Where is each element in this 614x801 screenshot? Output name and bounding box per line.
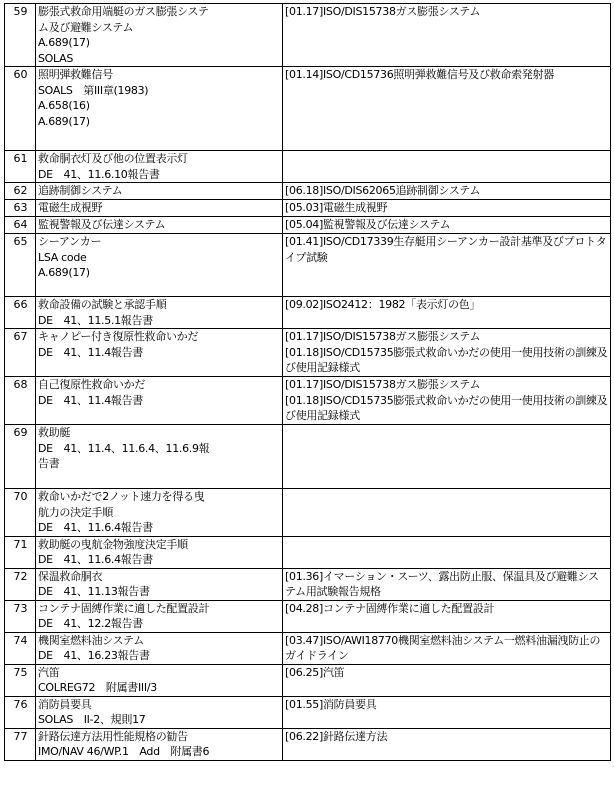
table-body <box>5 4 611 761</box>
item-line: ム及び避難システム <box>38 20 134 34</box>
item-line: 照明弾救難信号 <box>38 68 113 81</box>
table-row <box>5 696 611 728</box>
table-row <box>5 632 611 664</box>
item-cell <box>36 536 283 568</box>
table-row <box>5 728 611 760</box>
item-line: DE 41、11.6.10報告書 <box>38 167 160 181</box>
standards-table <box>4 3 611 761</box>
item-line: DE 41、11.6.4報告書 <box>38 521 153 534</box>
reference-cell <box>283 600 611 632</box>
item-cell <box>36 217 283 234</box>
document-page <box>4 3 611 761</box>
item-line: DE 41、11.4、11.6.4、11.6.9報 <box>38 441 210 455</box>
reference-line: [01.18]ISO/CD15735膨張式救命いかだの使用一使用技術の訓練及び使用記録様式 <box>285 345 608 374</box>
row-number: 75 <box>5 664 36 696</box>
item-line: 救命胴衣灯及び他の位置表示灯 <box>38 152 188 165</box>
table-row <box>5 664 611 696</box>
item-line: DE 41、11.6.4報告書 <box>38 553 153 566</box>
reference-cell <box>283 200 611 217</box>
item-line: キャノピー付き復原性救命いかだ <box>38 330 199 343</box>
item-cell <box>36 632 283 664</box>
reference-cell <box>283 4 611 67</box>
item-line: 機関室燃料油システム <box>38 633 144 647</box>
row-number: 72 <box>5 568 36 600</box>
row-number: 67 <box>5 329 36 377</box>
reference-cell <box>283 632 611 664</box>
reference-cell <box>283 425 611 489</box>
item-line: 救命設備の試験と承認手順 <box>38 298 167 311</box>
row-number: 65 <box>5 234 36 297</box>
row-number: 76 <box>5 696 36 728</box>
row-number: 62 <box>5 183 36 200</box>
item-line: SOALS 第III章(1983) <box>38 83 149 97</box>
table-row <box>5 67 611 151</box>
item-cell <box>36 200 283 217</box>
item-line: 汽笛 <box>38 665 60 679</box>
row-number: 66 <box>5 297 36 329</box>
table-row <box>5 234 611 297</box>
reference-cell <box>283 297 611 329</box>
item-cell <box>36 489 283 537</box>
reference-line: [04.28]コンテナ固縛作業に適した配置設計 <box>285 601 495 615</box>
reference-line: [01.36]イマーション・スーツ、露出防止服、保温具及び避難システム用試験報告規格 <box>285 569 599 598</box>
reference-cell <box>283 489 611 537</box>
item-line: DE 41、11.4報告書 <box>38 345 144 359</box>
table-row <box>5 536 611 568</box>
reference-line: [06.18]ISO/DIS62065追跡制御システム <box>285 184 481 197</box>
item-line: 消防員要具 <box>38 697 92 711</box>
item-cell <box>36 664 283 696</box>
item-line: DE 41、12.2報告書 <box>38 617 144 630</box>
item-line: 告書 <box>38 457 60 470</box>
item-line: A.689(17) <box>38 266 90 279</box>
row-number: 60 <box>5 67 36 151</box>
item-cell <box>36 377 283 425</box>
item-line: IMO/NAV 46/WP.1 Add 附属書6 <box>38 745 210 758</box>
reference-line: [06.22]針路伝達方法 <box>285 729 388 743</box>
table-row <box>5 600 611 632</box>
reference-line: [01.17]ISO/DIS15738ガス膨張システム <box>285 378 481 391</box>
item-cell <box>36 297 283 329</box>
item-line: 針路伝達方法用性能規格の勧告 <box>38 729 188 743</box>
table-row <box>5 151 611 183</box>
table-row <box>5 4 611 67</box>
item-cell <box>36 696 283 728</box>
item-line: 監視警報及び伝達システム <box>38 218 166 231</box>
reference-cell <box>283 664 611 696</box>
item-line: コンテナ固縛作業に適した配置設計 <box>38 601 210 615</box>
row-number: 70 <box>5 489 36 537</box>
item-cell <box>36 568 283 600</box>
row-number: 61 <box>5 151 36 183</box>
item-line: 追跡制御システム <box>38 184 123 197</box>
table-row <box>5 329 611 377</box>
item-line: 膨張式救命用端艇のガス膨張システ <box>38 5 209 18</box>
table-row <box>5 568 611 600</box>
item-cell <box>36 425 283 489</box>
item-line: A.658(16) <box>38 99 90 112</box>
item-line: 救助艇 <box>38 426 71 439</box>
reference-cell <box>283 217 611 234</box>
item-line: DE 41、11.5.1報告書 <box>38 313 153 327</box>
item-line: シーアンカー <box>38 235 102 248</box>
reference-cell <box>283 234 611 297</box>
reference-cell <box>283 151 611 183</box>
item-line: LSA code <box>38 250 87 264</box>
row-number: 69 <box>5 425 36 489</box>
reference-line: [09.02]ISO2412：1982「表示灯の色」 <box>285 298 481 311</box>
item-cell <box>36 183 283 200</box>
table-row <box>5 200 611 217</box>
item-line: 航力の決定手順 <box>38 505 113 519</box>
reference-line: [05.03]電磁生成視野 <box>285 201 388 214</box>
reference-cell <box>283 568 611 600</box>
table-row <box>5 425 611 489</box>
reference-cell <box>283 696 611 728</box>
row-number: 59 <box>5 4 36 67</box>
item-line: 救助艇の曳航金物強度決定手順 <box>38 537 188 551</box>
table-row <box>5 297 611 329</box>
item-line: DE 41、11.4報告書 <box>38 393 144 407</box>
row-number: 64 <box>5 217 36 234</box>
reference-line: [01.41]ISO/CD17339生存艇用シーアンカー設計基準及びプロトタイプ試験 <box>285 235 607 264</box>
item-line: 保温救命胴衣 <box>38 569 103 583</box>
item-line: SOLAS <box>38 51 74 65</box>
item-cell <box>36 4 283 67</box>
item-cell <box>36 151 283 183</box>
reference-cell <box>283 728 611 760</box>
table-row <box>5 183 611 200</box>
row-number: 73 <box>5 600 36 632</box>
row-number: 71 <box>5 536 36 568</box>
row-number: 68 <box>5 377 36 425</box>
table-row <box>5 489 611 537</box>
item-cell <box>36 234 283 297</box>
table-row <box>5 217 611 234</box>
reference-cell <box>283 329 611 377</box>
reference-line: [01.55]消防員要具 <box>285 697 377 711</box>
reference-cell <box>283 536 611 568</box>
item-line: 自己復原性救命いかだ <box>38 378 145 391</box>
reference-cell <box>283 183 611 200</box>
reference-cell <box>283 377 611 425</box>
reference-line: [03.47]ISO/AWI18770機関室燃料油システム一燃料油漏洩防止のガイドライン <box>285 633 601 662</box>
reference-cell <box>283 67 611 151</box>
item-line: 救命いかだで2ノット速力を得る曳 <box>38 490 205 503</box>
item-line: DE 41、16.23報告書 <box>38 649 150 662</box>
item-cell <box>36 329 283 377</box>
reference-line: [01.17]ISO/DIS15738ガス膨張システム <box>285 330 481 343</box>
item-cell <box>36 728 283 760</box>
item-line: COLREG72 附属書III/3 <box>38 681 157 694</box>
item-line: SOLAS II-2、規則17 <box>38 713 146 726</box>
item-line: 電磁生成視野 <box>38 201 103 214</box>
table-row <box>5 377 611 425</box>
reference-line: [05.04]監視警報及び伝達システム <box>285 218 451 231</box>
row-number: 77 <box>5 728 36 760</box>
item-cell <box>36 600 283 632</box>
reference-line: [06.25]汽笛 <box>285 665 345 679</box>
item-line: A.689(17) <box>38 36 90 49</box>
item-line: A.689(17) <box>38 114 90 128</box>
item-line: DE 41、11.13報告書 <box>38 585 150 598</box>
item-cell <box>36 67 283 151</box>
reference-line: [01.18]ISO/CD15735膨張式救命いかだの使用一使用技術の訓練及び使用記録様式 <box>285 393 608 422</box>
row-number: 74 <box>5 632 36 664</box>
reference-line: [01.14]ISO/CD15736照明弾救難信号及び救命索発射器 <box>285 68 554 81</box>
row-number: 63 <box>5 200 36 217</box>
reference-line: [01.17]ISO/DIS15738ガス膨張システム <box>285 5 481 18</box>
